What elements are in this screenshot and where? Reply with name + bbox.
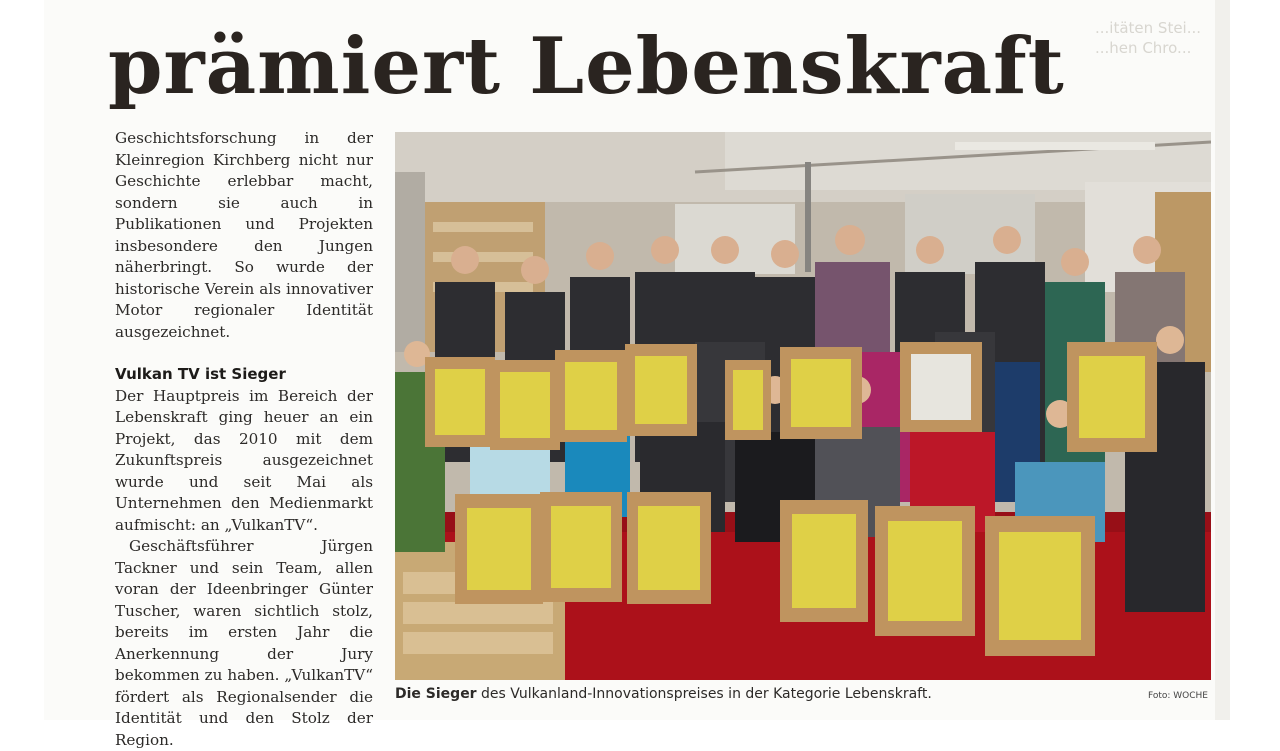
- article-subheading: Vulkan TV ist Sieger: [115, 365, 286, 383]
- article-column: [115, 128, 373, 751]
- article-paragraph-2: Der Hauptpreis im Bereich der Lebenskraft ging heuer an ein Projekt, das 2010 mit dem Zukunftspreis ausgezeichnet wurde und seit Mai als Unternehmen den Medienmarkt aufmischt: an „VulkanTV“.: [115, 386, 373, 534]
- bleed-through-text: [1095, 18, 1230, 58]
- page-edge: [1215, 0, 1230, 720]
- headline: prämiert Lebenskraft: [108, 21, 1065, 112]
- photo-credit: Foto: WOCHE: [1147, 691, 1208, 701]
- bleed-line-2: ...hen Chro...: [1095, 39, 1192, 57]
- group-photo-illustration: [395, 132, 1211, 680]
- caption-lead: Die Sieger: [395, 686, 477, 702]
- caption-text: des Vulkanland-Innovationspreises in der Kategorie Lebenskraft.: [476, 686, 932, 702]
- bleed-line-1: ...itäten Stei...: [1095, 19, 1202, 37]
- group-photo: [395, 132, 1211, 680]
- article-paragraph-1: Geschichtsforschung in der Kleinregion Kirchberg nicht nur Geschichte erlebbar macht, sondern sie auch in Publikationen und Projekten insbesondere den Jungen näherbringt. So wurde der historische Verein als innovativer Motor regionaler Identität ausgezeichnet.: [115, 129, 373, 341]
- photo-caption: [395, 686, 1211, 702]
- article-paragraph-3: Geschäftsführer Jürgen Tackner und sein Team, allen voran der Ideenbringer Günter Tuscher, waren sichtlich stolz, bereits im ersten Jahr die Anerkennung der Jury bekommen zu haben. „VulkanTV“ fördert als Regionalsender die Identität und den Stolz der Region.: [115, 537, 373, 749]
